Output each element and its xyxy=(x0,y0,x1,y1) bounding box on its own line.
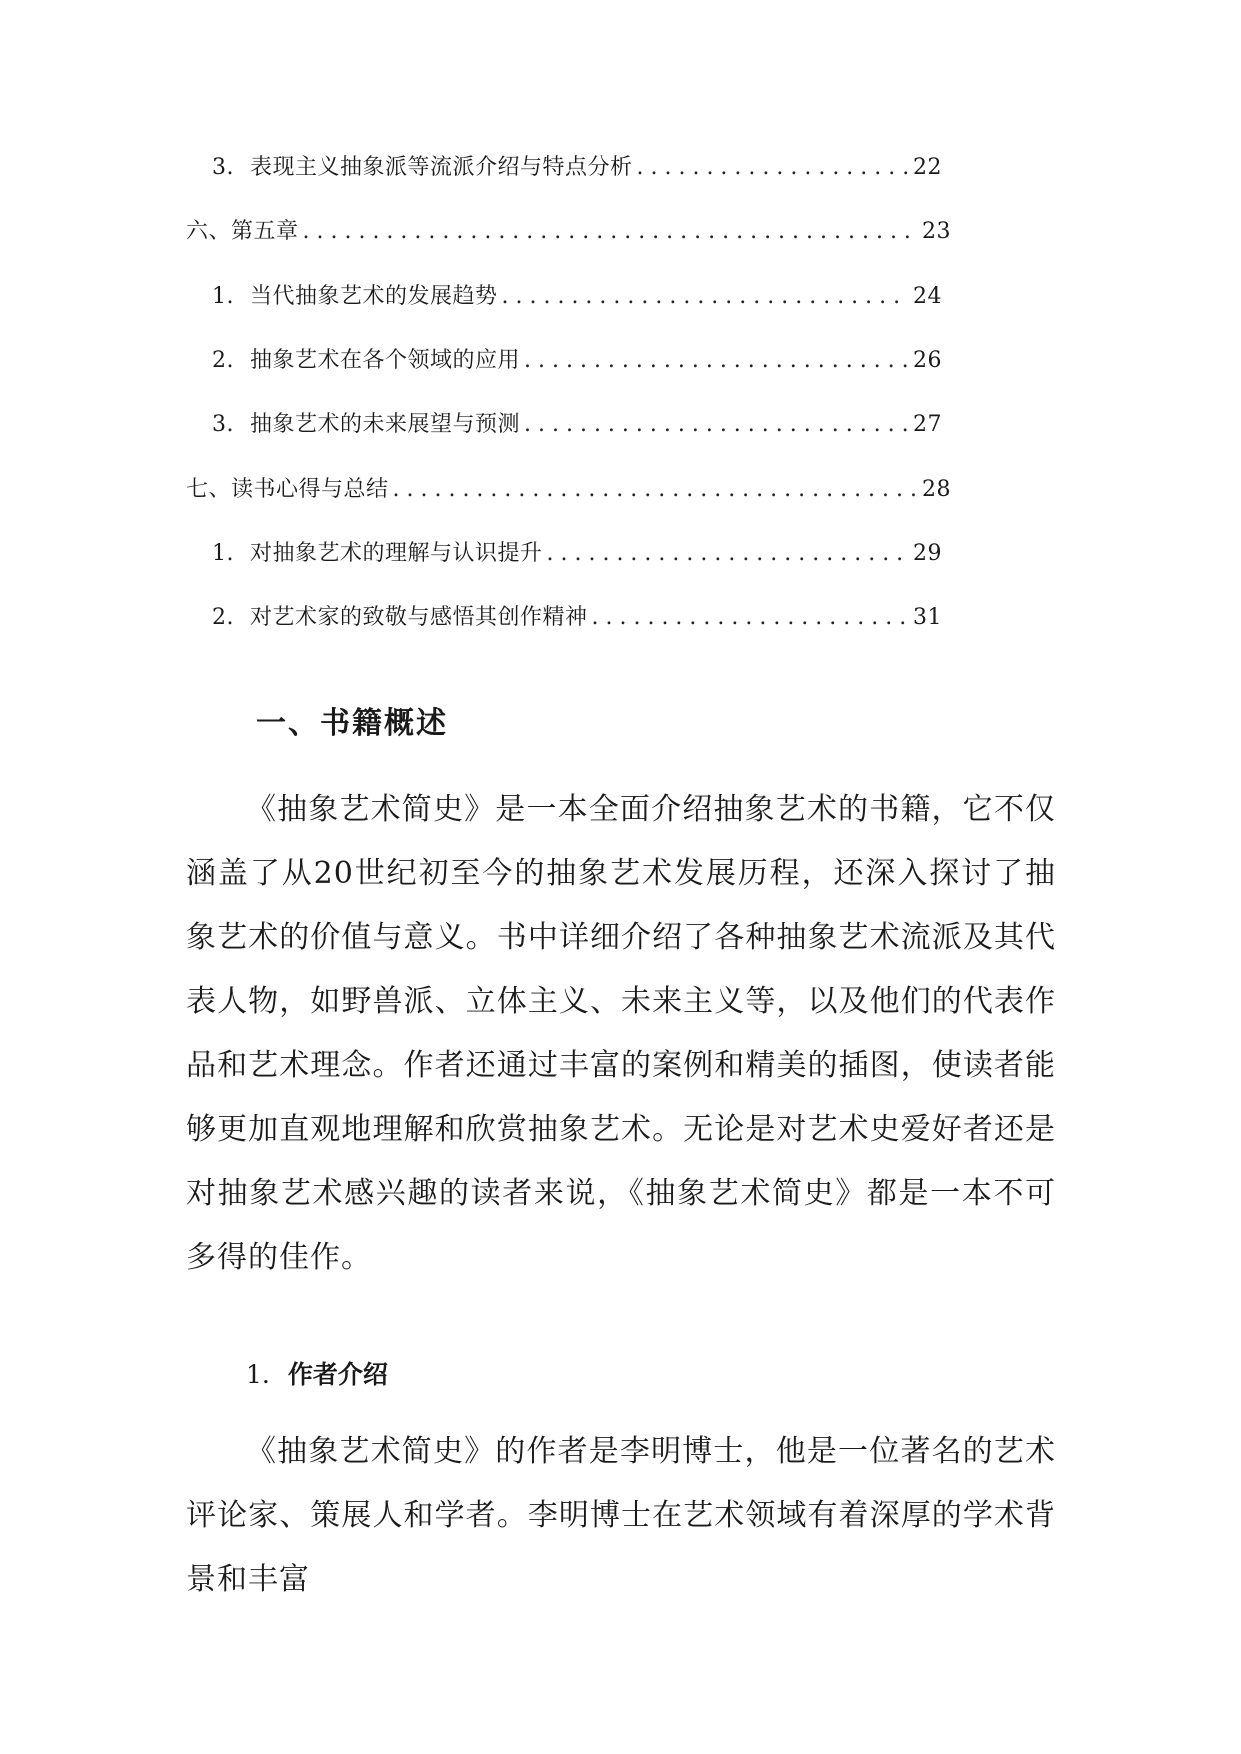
toc-label: 抽象艺术在各个领域的应用 xyxy=(250,348,521,373)
toc-number: 2. xyxy=(212,348,234,373)
toc-entry[interactable] xyxy=(212,534,942,574)
subsection-number: 1. xyxy=(246,1360,270,1389)
toc-leader-dots xyxy=(547,534,909,574)
toc-page-number: 31 xyxy=(913,605,942,630)
toc-leader-dots xyxy=(524,405,909,445)
toc-page-number: 28 xyxy=(922,477,951,502)
toc-number: 1. xyxy=(212,541,234,566)
toc-entry[interactable] xyxy=(186,212,951,252)
subsection-title: 作者介绍 xyxy=(287,1360,388,1389)
toc-entry[interactable] xyxy=(212,277,942,317)
section-body-paragraph: 《抽象艺术简史》是一本全面介绍抽象艺术的书籍，它不仅涵盖了从20世纪初至今的抽象艺术发展历程，还深入探讨了抽象艺术的价值与意义。书中详细介绍了各种抽象艺术流派及其代表人物，如野兽派、立体主义、未来主义等，以及他们的代表作品和艺术理念。作者还通过丰富的案例和精美的插图，使读者能够更加直观地理解和欣赏抽象艺术。无论是对艺术史爱好者还是对抽象艺术感兴趣的读者来说，《抽象艺术简史》都是一本不可多得的佳作。 xyxy=(186,792,1056,1275)
toc-label: 抽象艺术的未来展望与预测 xyxy=(250,412,521,437)
toc-label: 七、读书心得与总结 xyxy=(186,477,389,502)
toc-label: 对抽象艺术的理解与认识提升 xyxy=(250,541,543,566)
toc-entry[interactable] xyxy=(212,148,942,188)
toc-leader-dots xyxy=(502,277,909,317)
toc-page-number: 22 xyxy=(913,155,942,180)
toc-page-number: 26 xyxy=(913,348,942,373)
toc-number: 1. xyxy=(212,284,234,309)
toc-leader-dots xyxy=(592,598,909,638)
section-heading: 一、书籍概述 xyxy=(256,706,448,741)
toc-entry[interactable] xyxy=(186,470,951,510)
toc-page-number: 24 xyxy=(913,284,942,309)
toc-page-number: 27 xyxy=(913,412,942,437)
subsection-heading xyxy=(246,1355,388,1391)
toc-label: 六、第五章 xyxy=(186,219,299,244)
toc-entry[interactable] xyxy=(212,405,942,445)
toc-label: 当代抽象艺术的发展趋势 xyxy=(250,284,498,309)
toc-label: 表现主义抽象派等流派介绍与特点分析 xyxy=(250,155,633,180)
toc-number: 2. xyxy=(212,605,234,630)
toc-number: 3. xyxy=(212,155,234,180)
toc-leader-dots xyxy=(393,470,918,510)
toc-number: 3. xyxy=(212,412,234,437)
subsection-body-paragraph: 《抽象艺术简史》的作者是李明博士，他是一位著名的艺术评论家、策展人和学者。李明博士在艺术领域有着深厚的学术背景和丰富 xyxy=(186,1434,1056,1597)
toc-leader-dots xyxy=(524,341,909,381)
toc-leader-dots xyxy=(637,148,909,188)
toc-label: 对艺术家的致敬与感悟其创作精神 xyxy=(250,605,588,630)
toc-entry[interactable] xyxy=(212,598,942,638)
toc-page-number: 23 xyxy=(922,219,951,244)
toc-entry[interactable] xyxy=(212,341,942,381)
toc-leader-dots xyxy=(303,212,918,252)
toc-page-number: 29 xyxy=(913,541,942,566)
